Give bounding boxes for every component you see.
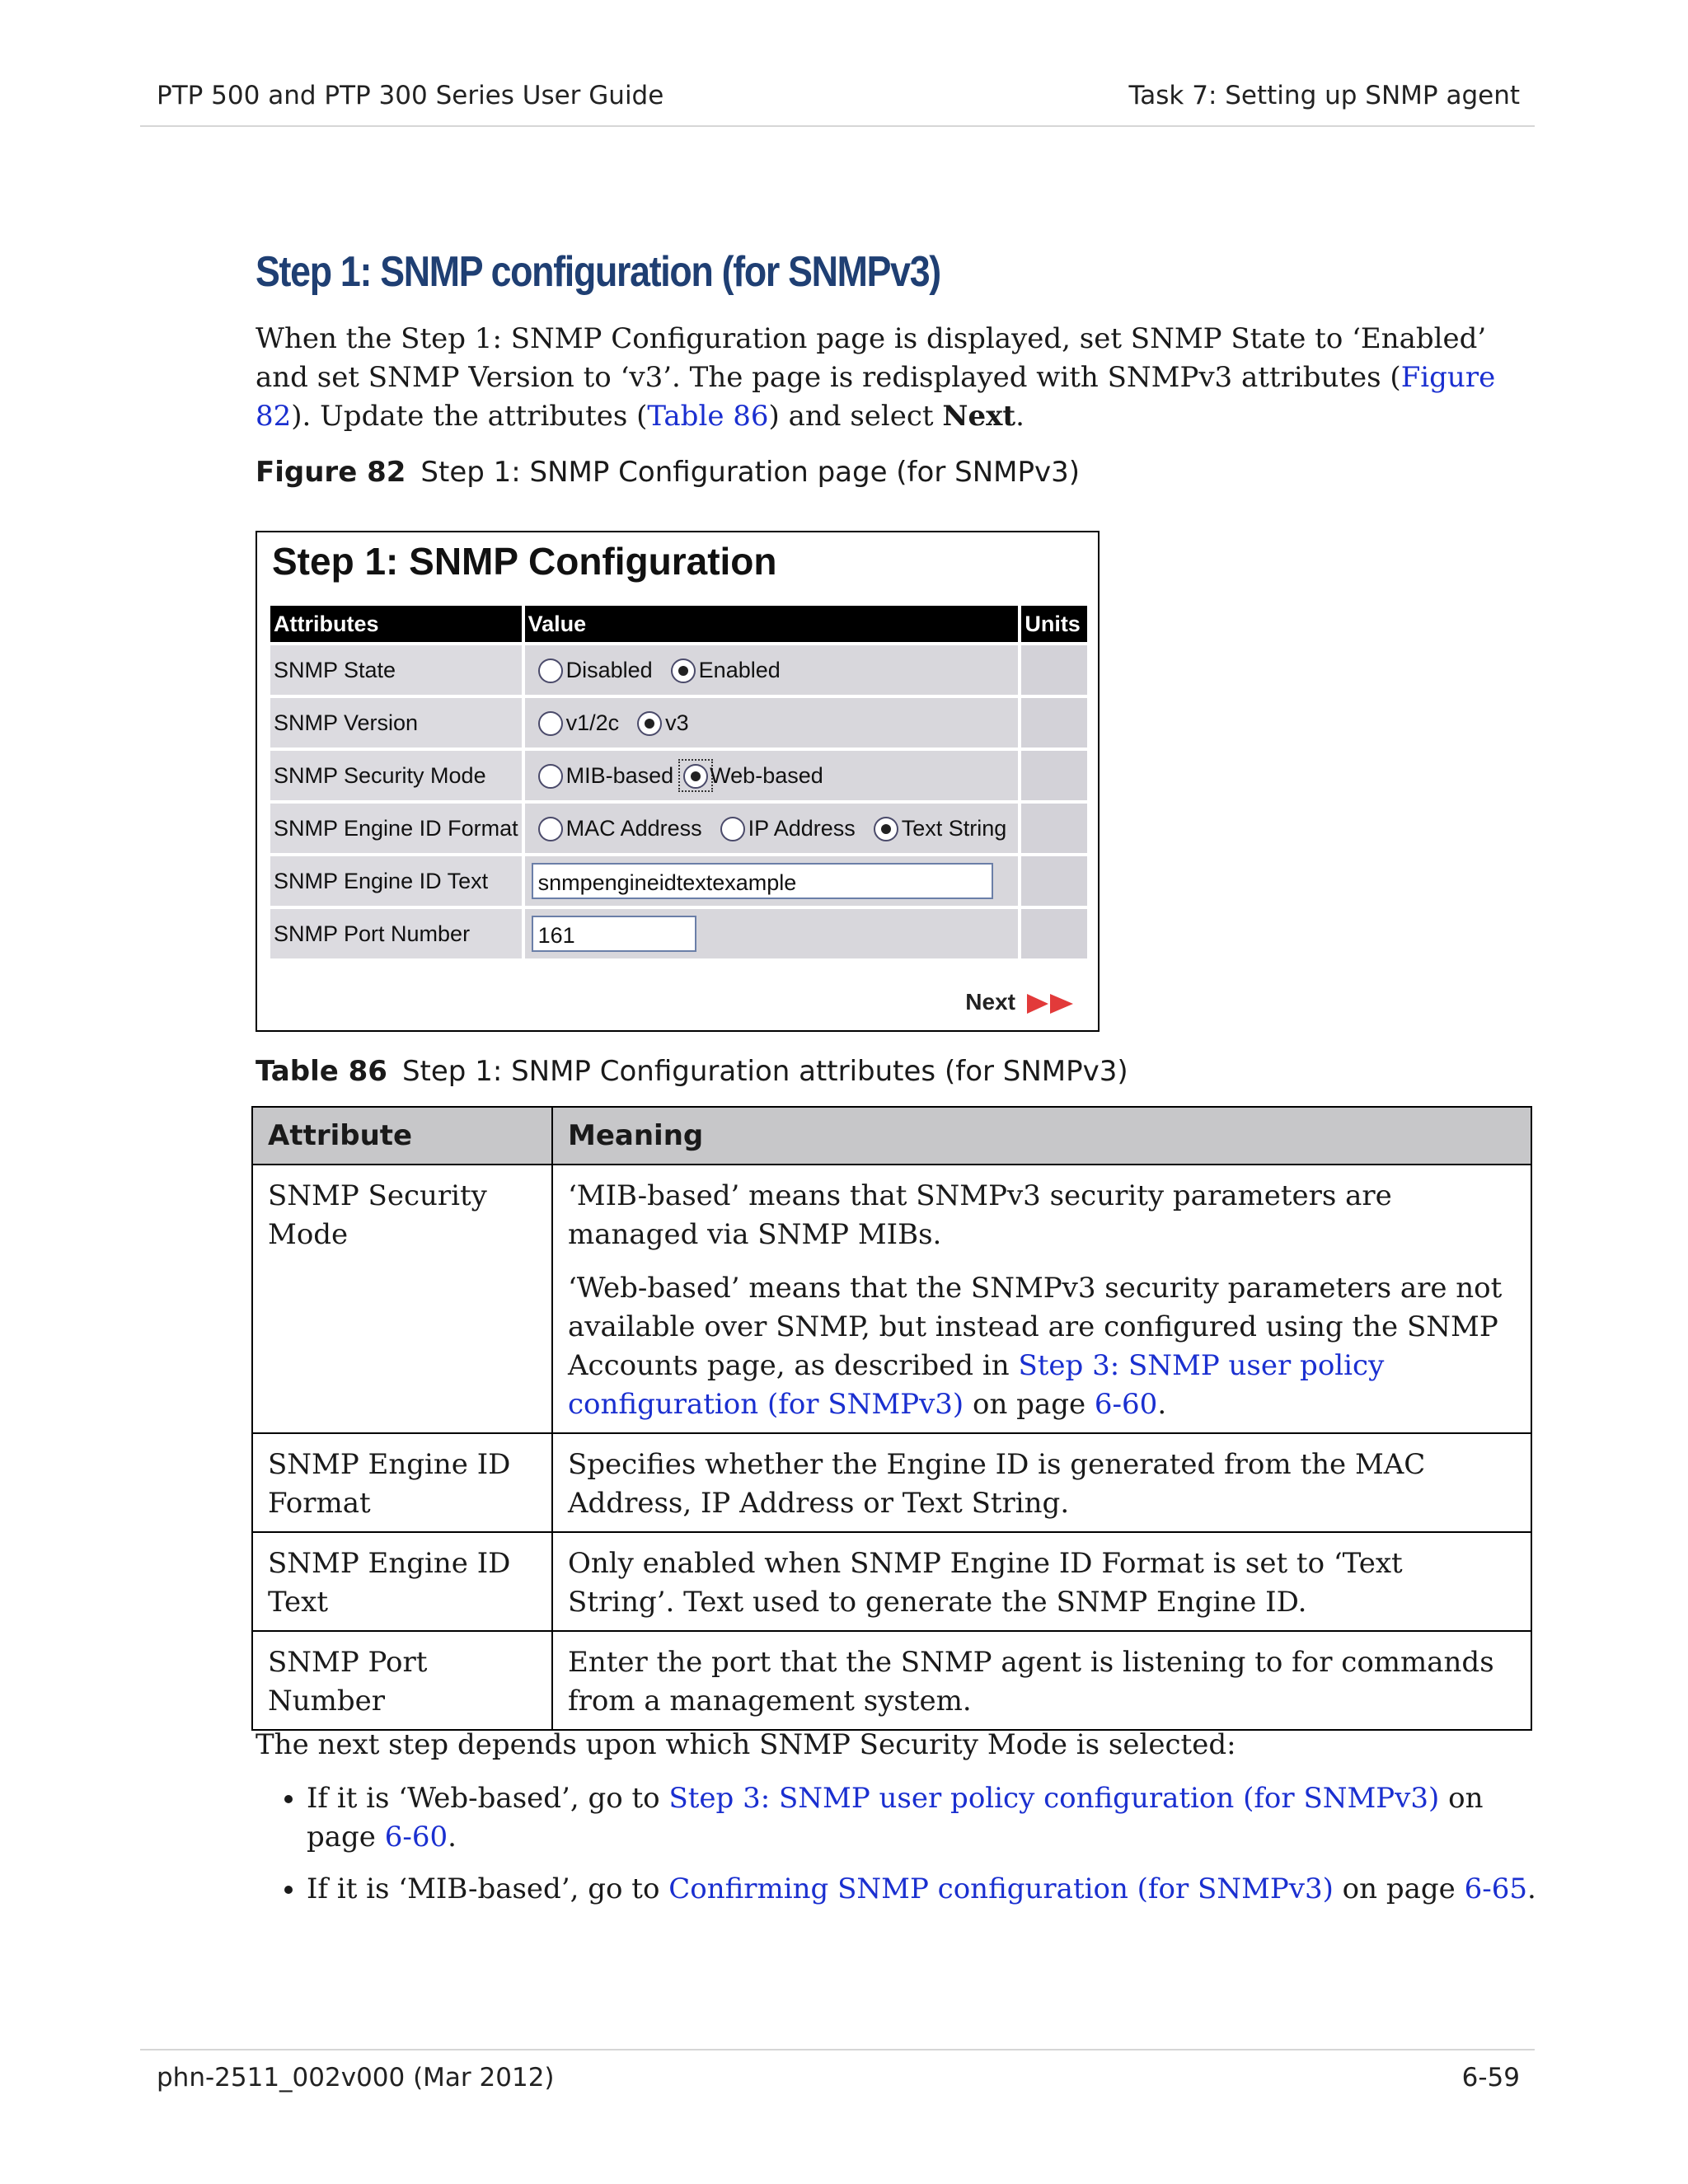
confirming-snmp-link[interactable]: Confirming SNMP configuration (for SNMPv3) [668,1872,1334,1905]
list-item: • If it is ‘MIB-based’, go to Confirming SNMP configuration (for SNMPv3) on page 6-65. [307,1870,1541,1909]
label-snmp-engine-id-text: SNMP Engine ID Text [270,856,522,906]
screen-title: Step 1: SNMP Configuration [272,540,777,583]
running-header-section: Task 7: Setting up SNMP agent [1128,81,1520,110]
table-row: SNMP Port Number Enter the port that the SNMP agent is listening to for commands from a management system. [252,1631,1531,1730]
page-6-60-link-2[interactable]: 6-60 [384,1821,448,1854]
attributes-table [251,1106,1532,1731]
radio-mib-based[interactable] [538,764,563,789]
row-snmp-version: SNMP Version v1/2c v3 [270,698,1087,748]
page-number: 6-59 [1461,2063,1520,2093]
radio-disabled[interactable] [538,658,563,683]
label-snmp-port-number: SNMP Port Number [270,909,522,958]
intro-paragraph: When the Step 1: SNMP Configuration page is displayed, set SNMP State to ‘Enabled’ and set SNMP Version to ‘v3’. The page is redisplayed with SNMPv3 attributes (Figure 82). Update the attributes (Table 86) and select Next. [256,322,1496,433]
list-item: • If it is ‘Web-based’, go to Step 3: SNMP user policy configuration (for SNMPv3) on page 6-60. [307,1779,1541,1857]
row-snmp-state: SNMP State Disabled Enabled [270,645,1087,695]
footer-doc-id: phn-2511_002v000 (Mar 2012) [157,2063,555,2093]
figure-82-link[interactable]: Figure 82 [256,361,1496,433]
section-content [256,247,1533,489]
snmp-config-screenshot [256,531,1100,1032]
col-value: Value [525,606,1019,642]
row-snmp-port-number [270,909,1087,958]
page-6-65-link[interactable]: 6-65 [1464,1872,1527,1905]
header-divider [140,125,1535,127]
radio-web-based[interactable] [683,764,708,789]
footer-divider [140,2049,1535,2050]
table-row: SNMP Security Mode ‘MIB-based’ means that SNMPv3 security parameters are managed via SNMP MIBs. ‘Web-based’ means that the SNMPv3 security parameters are not available over SNMP, but instead are configured using the SNMP Accounts page, as described in Step 3: SNMP user policy configuration (for SNMPv3) on page 6-60. [252,1165,1531,1433]
table-86-link[interactable]: Table 86 [647,400,769,433]
radio-mac-address[interactable] [538,817,563,841]
snmp-config-form [267,602,1090,962]
label-snmp-engine-id-format: SNMP Engine ID Format [270,804,522,853]
next-step-lead: The next step depends upon which SNMP Security Mode is selected: [256,1728,1236,1761]
table-row: SNMP Engine ID Text Only enabled when SNMP Engine ID Format is set to ‘Text String’. Text used to generate the SNMP Engine ID. [252,1532,1531,1631]
row-snmp-engine-id-text [270,856,1087,906]
port-number-input[interactable]: 161 [532,916,696,952]
radio-enabled[interactable] [671,658,696,683]
row-snmp-security-mode: SNMP Security Mode MIB-based Web-based [270,751,1087,800]
double-arrow-right-icon [1027,992,1075,1015]
label-snmp-security-mode: SNMP Security Mode [270,751,522,800]
radio-v3[interactable] [637,711,662,736]
section-heading: Step 1: SNMP configuration (for SNMPv3) [256,248,940,296]
radio-text-string[interactable] [874,817,898,841]
next-step-list [256,1779,1541,1909]
label-snmp-state: SNMP State [270,645,522,695]
next-step-text [256,1726,1541,1922]
figure-caption: Figure 82 Step 1: SNMP Configuration page (for SNMPv3) [256,456,1080,489]
col-attributes: Attributes [270,606,522,642]
row-snmp-engine-id-format: SNMP Engine ID Format MAC Address IP Address Text String [270,804,1087,853]
label-snmp-version: SNMP Version [270,698,522,748]
table-caption: Table 86 Step 1: SNMP Configuration attributes (for SNMPv3) [256,1055,1128,1088]
next-button[interactable]: Next [965,989,1075,1015]
radio-v1-2c[interactable] [538,711,563,736]
header-meaning: Meaning [552,1107,1531,1165]
engine-id-text-input[interactable]: snmpengineidtextexample [532,863,993,899]
col-units: Units [1021,606,1087,642]
step3-link-2[interactable]: Step 3: SNMP user policy configuration (for SNMPv3) [668,1782,1440,1815]
page-6-60-link[interactable]: 6-60 [1094,1388,1158,1421]
running-header-title: PTP 500 and PTP 300 Series User Guide [157,81,664,110]
step3-link[interactable]: Step 3: SNMP user policy configuration (for SNMPv3) [568,1349,1385,1421]
radio-ip-address[interactable] [720,817,745,841]
header-attribute: Attribute [252,1107,552,1165]
table-row: SNMP Engine ID Format Specifies whether the Engine ID is generated from the MAC Address, IP Address or Text String. [252,1433,1531,1532]
